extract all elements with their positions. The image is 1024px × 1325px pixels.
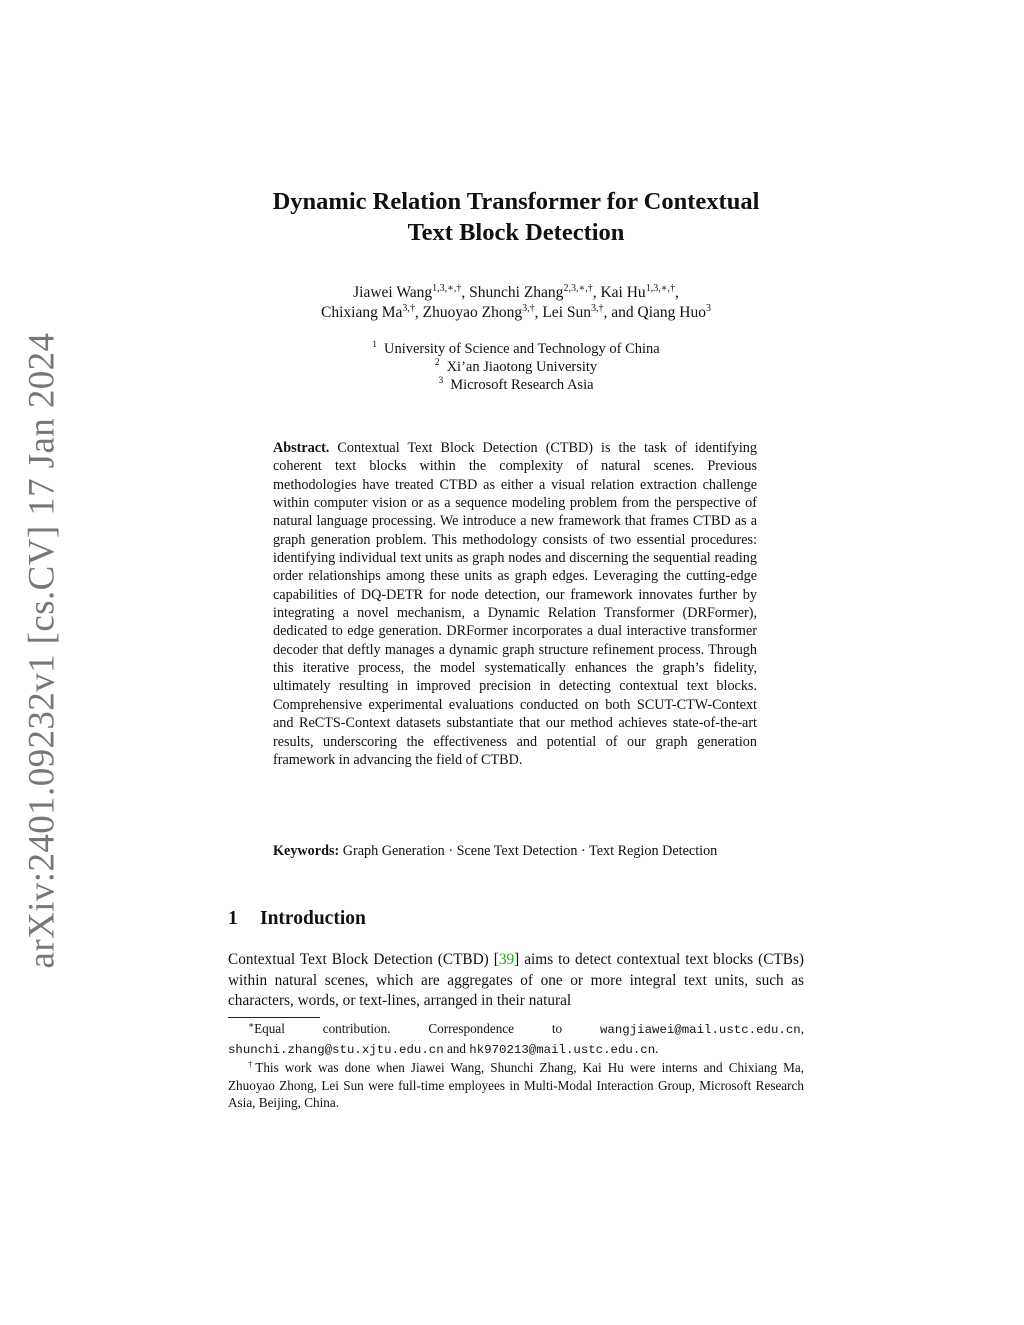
footnote-end: . <box>655 1040 659 1056</box>
author-name: Zhuoyao Zhong <box>422 304 523 321</box>
author-separator: , <box>674 284 679 301</box>
footnote-text: Equal contribution. Correspondence to <box>254 1021 563 1036</box>
footnote-mark: † <box>248 1059 256 1070</box>
author-affiliation-marks: 3,† <box>522 303 535 314</box>
footnote-divider <box>228 1017 320 1018</box>
author-separator: , <box>592 284 601 301</box>
footnote-separator: , <box>800 1021 805 1036</box>
author-line-1 <box>228 283 804 303</box>
section-number: 1 <box>228 908 238 929</box>
author-name: Lei Sun <box>542 304 591 321</box>
author-separator: , <box>461 284 470 301</box>
author-name: Qiang Huo <box>637 304 706 321</box>
intro-text-rest: ] aims to detect contextual text blocks (CTBs) within natural scenes, which are aggregates of one or more integral text units, such as characters, words, or text-lines, arranged in their natural <box>228 951 805 1009</box>
affiliation-name: Xi’an Jiaotong University <box>446 359 598 375</box>
affiliation-number: 2 <box>434 358 440 368</box>
footnote-equal-contribution <box>228 1020 804 1059</box>
author-separator: , <box>534 304 543 321</box>
author-affiliation-marks: 3,† <box>591 303 604 314</box>
author-affiliation-marks: 2,3,∗,† <box>563 283 593 294</box>
section-title: Introduction <box>260 908 366 929</box>
author-affiliation-marks: 3 <box>705 303 711 314</box>
abstract-label: Abstract. <box>273 440 330 456</box>
email-address[interactable]: shunchi.zhang@stu.xjtu.edu.cn <box>228 1042 444 1057</box>
author-name: Jiawei Wang <box>353 284 433 301</box>
abstract-text: Contextual Text Block Detection (CTBD) is the task of identifying coherent text blocks within the complexity of natural scenes. Previous methodologies have treated CTBD as either a visual relation extraction challenge within computer vision or as a sequence modeling problem from the perspective of natural language processing. We introduce a new framework that frames CTBD as a graph generation problem. This methodology consists of two essential procedures: identifying individual text units as graph nodes and discerning the sequential reading order relationships among these units as graph edges. Leveraging the cutting-edge capabilities of DQ-DETR for node detection, our framework innovates further by integrating a novel mechanism, a Dynamic Relation Transformer (DRFormer), dedicated to edge generation. DRFormer incorporates a dual interactive transformer decoder that deftly manages a dynamic graph structure refinement process. Through this iterative process, the model systematically enhances the graph’s fidelity, ultimately resulting in improved precision in detecting contextual text blocks. Comprehensive experimental evaluations conducted on both SCUT-CTW-Context and ReCTS-Context datasets substantiate that our method achieves state-of-the-art results, underscoring the effectiveness and potential of our graph generation framework in advancing the field of CTBD. <box>273 440 757 768</box>
author-separator: , <box>414 304 423 321</box>
affiliation-name: Microsoft Research Asia <box>450 377 594 393</box>
affiliation-item <box>228 358 804 376</box>
footnote-work-note <box>228 1059 804 1112</box>
keywords-text: Graph Generation · Scene Text Detection · Text Region Detection <box>342 843 718 859</box>
intro-paragraph <box>228 950 804 1012</box>
paper-title <box>228 186 804 248</box>
email-address[interactable]: wangjiawei@mail.ustc.edu.cn <box>599 1023 801 1037</box>
intro-text-start: Contextual Text Block Detection (CTBD) [ <box>228 951 499 968</box>
footnote-text: This work was done when Jiawei Wang, Shunchi Zhang, Kai Hu were interns and Chixiang Ma, Zhuoyao Zhong, Lei Sun were full-time employees in Multi-Modal Interaction Group, Microsoft Research Asia, Beijing, China. <box>228 1060 804 1111</box>
author-affiliation-marks: 3,† <box>402 303 415 314</box>
keywords <box>273 842 757 860</box>
author-name: Shunchi Zhang <box>469 284 564 301</box>
arxiv-side-stamp <box>10 332 74 968</box>
footnote-conjunction: and <box>446 1040 466 1056</box>
title-line-1: Dynamic Relation Transformer for Contextual <box>272 188 760 215</box>
author-affiliation-marks: 1,3,∗,† <box>432 283 462 294</box>
footnotes <box>228 1020 804 1112</box>
author-name: Chixiang Ma <box>321 304 403 321</box>
author-affiliation-marks: 1,3,∗,† <box>645 283 675 294</box>
affiliation-item <box>228 376 804 394</box>
abstract <box>273 439 757 769</box>
arxiv-identifier: arXiv:2401.09232v1 [cs.CV] 17 Jan 2024 <box>21 332 63 968</box>
affiliation-list <box>228 340 804 394</box>
citation-link[interactable]: 39 <box>498 951 515 968</box>
affiliation-number: 1 <box>372 340 377 350</box>
author-name: Kai Hu <box>600 284 646 301</box>
author-list <box>228 283 804 323</box>
author-line-2 <box>228 303 804 323</box>
title-line-2: Text Block Detection <box>407 219 625 246</box>
section-heading <box>228 908 366 930</box>
author-separator: , and <box>603 304 638 321</box>
affiliation-item <box>228 340 804 358</box>
keywords-label: Keywords: <box>273 843 340 859</box>
footnote-mark: ∗ <box>248 1020 255 1030</box>
email-address[interactable]: hk970213@mail.ustc.edu.cn <box>469 1042 656 1057</box>
affiliation-number: 3 <box>438 376 444 386</box>
affiliation-name: University of Science and Technology of China <box>383 341 660 357</box>
